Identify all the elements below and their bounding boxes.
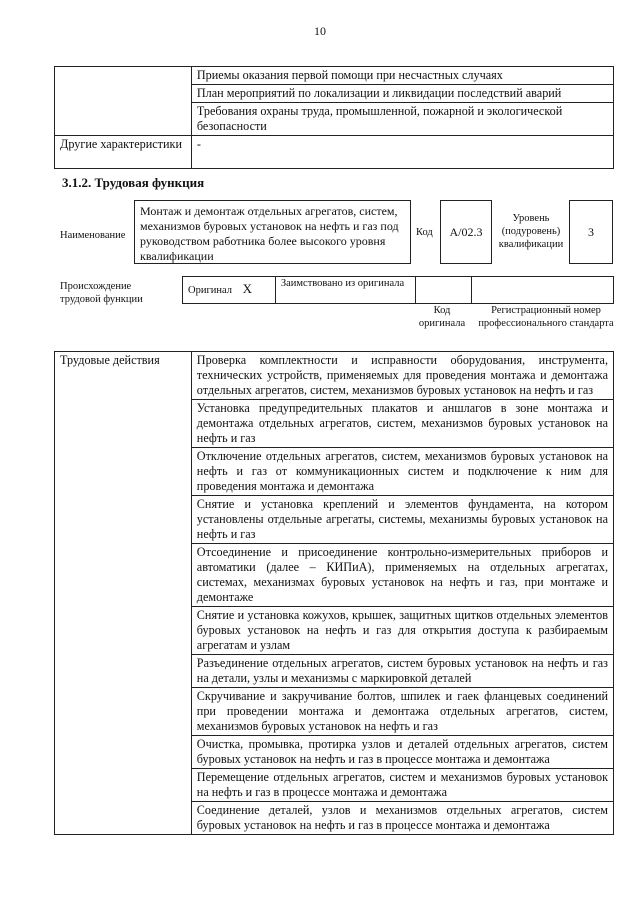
action-item: Скручивание и закручивание болтов, шпилек и гаек фланцевых соединений при проведении монтажа и демонтажа отдельных агрегатов, систем, механизмов буровых установок на нефть и газ bbox=[191, 688, 613, 736]
action-item: Снятие и установка кожухов, крышек, защитных щитков отдельных элементов буровых установок на нефть и газ для открытия доступа к разбираемым агрегатам и узлам bbox=[191, 607, 613, 655]
table-cell-empty bbox=[55, 67, 192, 136]
reg-number-cell bbox=[472, 277, 614, 304]
table-row bbox=[55, 352, 614, 400]
table-cell: Приемы оказания первой помощи при несчастных случаях bbox=[191, 67, 613, 85]
origin-table bbox=[182, 276, 614, 304]
table-cell: Требования охраны труда, промышленной, пожарной и экологической безопасности bbox=[191, 103, 613, 136]
other-characteristics-label: Другие характеристики bbox=[55, 136, 192, 169]
code-label: Код bbox=[416, 227, 433, 238]
action-item: Перемещение отдельных агрегатов, систем и механизмов буровых установок на нефть и газ в процессе монтажа и демонтажа bbox=[191, 769, 613, 802]
action-item: Соединение деталей, узлов и механизмов отдельных агрегатов, систем буровых установок на нефть и газ в процессе монтажа и демонтажа bbox=[191, 802, 613, 835]
action-item: Проверка комплектности и исправности оборудования, инструмента, технических устройств, применяемых для проведения монтажа и демонтажа отдельных агрегатов, систем, механизмов буровых установок на нефть и газ bbox=[191, 352, 613, 400]
original-cell bbox=[183, 277, 276, 304]
action-item: Очистка, промывка, протирка узлов и деталей отдельных агрегатов, систем буровых установок на нефть и газ в процессе монтажа и демонтажа bbox=[191, 736, 613, 769]
level-value: 3 bbox=[588, 225, 594, 239]
labour-actions-table bbox=[54, 351, 614, 835]
other-characteristics-value: - bbox=[191, 136, 613, 169]
table-row bbox=[55, 67, 614, 85]
code-value: А/02.3 bbox=[449, 225, 483, 239]
function-name-box bbox=[134, 200, 411, 264]
borrowed-label: Заимствовано из оригинала bbox=[275, 277, 415, 304]
table-cell: План мероприятий по локализации и ликвидации последствий аварий bbox=[191, 85, 613, 103]
origin-label: Происхождение трудовой функции bbox=[60, 281, 143, 305]
knowledge-table bbox=[54, 66, 614, 169]
original-label: Оригинал bbox=[188, 285, 232, 296]
table-row bbox=[55, 136, 614, 169]
page-number: 10 bbox=[314, 24, 326, 38]
code-box bbox=[440, 200, 492, 264]
action-item: Разъединение отдельных агрегатов, систем буровых установок на нефть и газ на детали, узлы и механизмы с маркировкой деталей bbox=[191, 655, 613, 688]
action-item: Снятие и установка креплений и элементов фундамента, на котором установлены отдельные агрегаты, системы, механизмы буровых установок на нефть и газ bbox=[191, 496, 613, 544]
level-box bbox=[569, 200, 613, 264]
action-item: Отсоединение и присоединение контрольно-измерительных приборов и автоматики (далее – КИПиА), применяемых на отдельных агрегатах, системах, механизмах буровых установок на нефть и газ, при монтаже и демонтаже bbox=[191, 544, 613, 607]
reg-number-caption: Регистрационный номер профессионального стандарта bbox=[478, 305, 614, 329]
table-row bbox=[183, 277, 614, 304]
function-name: Монтаж и демонтаж отдельных агрегатов, систем, механизмов буровых установок на нефть и газ под руководством работника более высокого уровня квалификации bbox=[140, 204, 399, 263]
action-item: Установка предупредительных плакатов и аншлагов в зоне монтажа и демонтажа отдельных агрегатов, систем, механизмов буровых установок на нефть и газ bbox=[191, 400, 613, 448]
original-mark: Х bbox=[242, 281, 253, 296]
action-item: Отключение отдельных агрегатов, систем, механизмов буровых установок на нефть и газ от коммуникационных систем и подключение к ним для проведения монтажа и демонтажа bbox=[191, 448, 613, 496]
labour-actions-label: Трудовые действия bbox=[55, 352, 192, 835]
code-original-caption: Код оригинала bbox=[418, 305, 466, 329]
original-code-cell bbox=[415, 277, 472, 304]
section-heading: 3.1.2. Трудовая функция bbox=[62, 175, 205, 190]
name-label: Наименование bbox=[60, 230, 126, 241]
level-label: Уровень (подуровень) квалификации bbox=[498, 213, 564, 250]
